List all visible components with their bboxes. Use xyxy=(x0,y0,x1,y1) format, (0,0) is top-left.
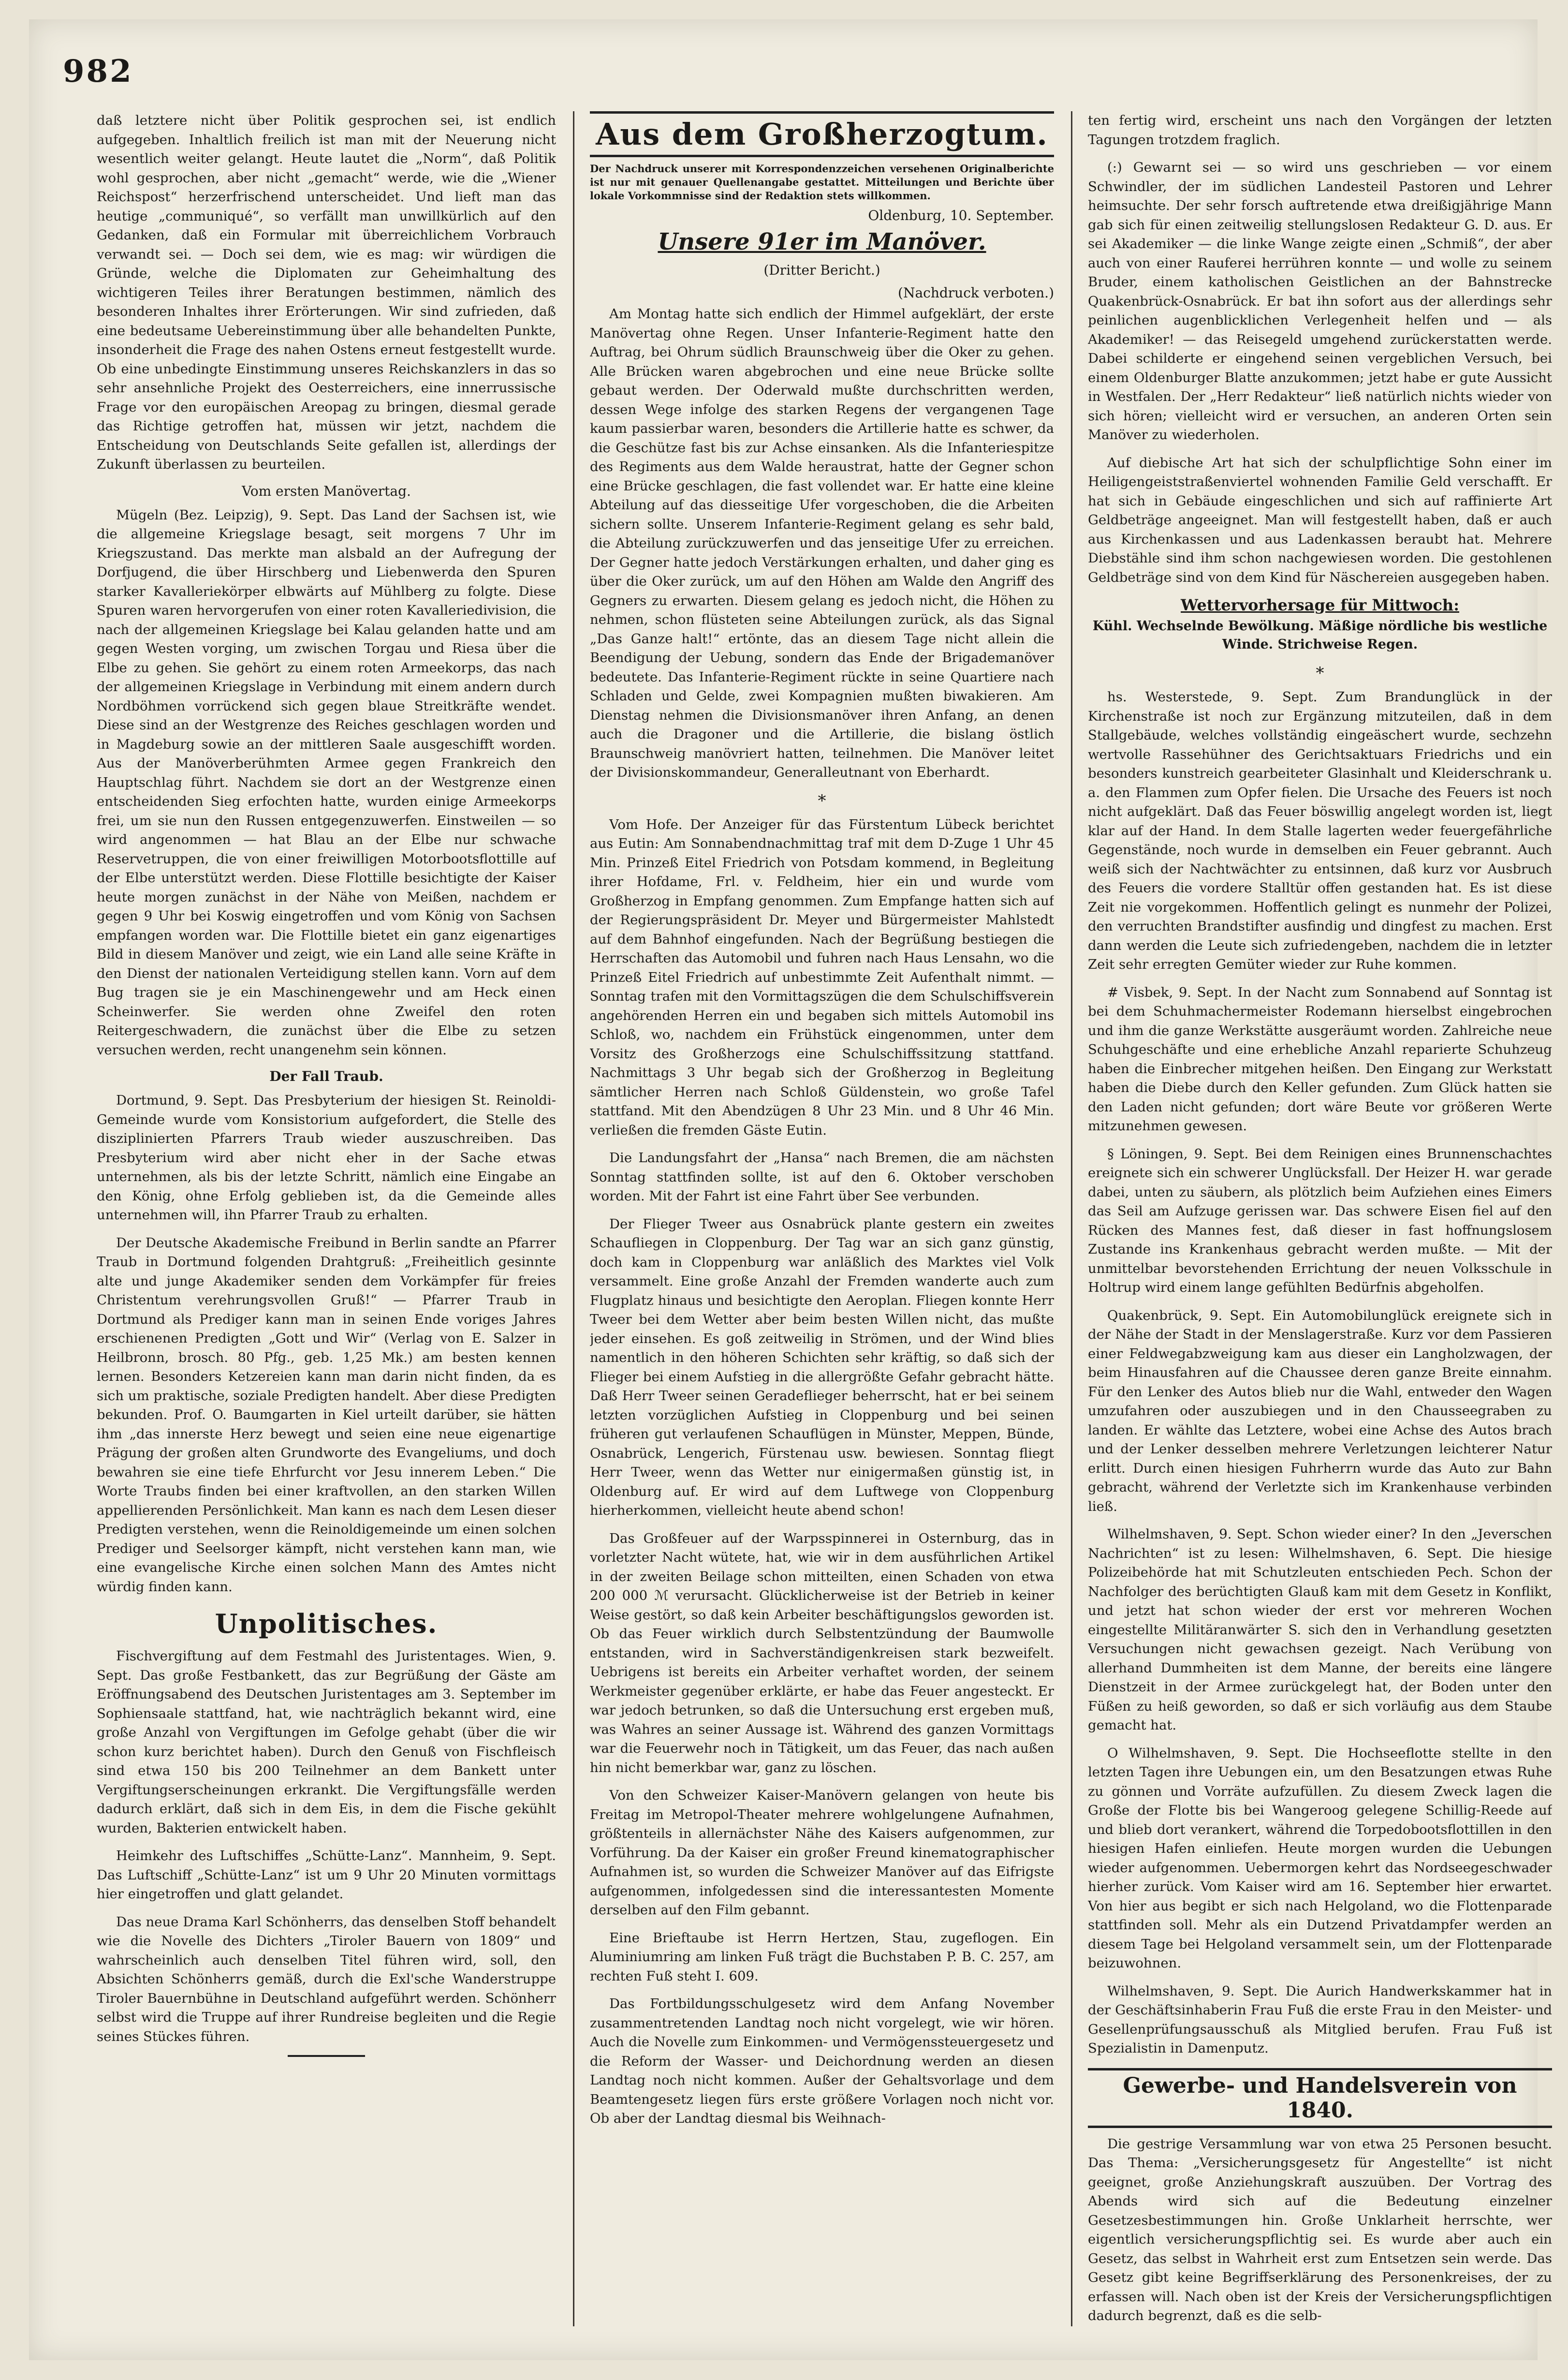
article-headline: Unsere 91er im Manöver. xyxy=(658,228,986,255)
article-text: daß letztere nicht über Politik gesprochen sei, ist endlich aufgegeben. Inhaltlich freilich ist man mit der Neuerung nicht wesentlich weiter gelangt. Heute lautet die „Norm“, daß Politik wohl gesprochen, aber nicht „gemacht“ werde, wie die „Wiener Reichspost“ herzerfrischend unterscheidet. Und lieft man das heutige „communiqué“, so verfällt man unwillkürlich auf den Gedanken, daß ein Formular mit überreichlichem Vorbrauch verwandt sei. — Doch sei dem, wie es mag: wir würdigen die Gründe, welche die Diplomaten zur Geheimhaltung des wichtigeren Teiles ihrer Beratungen bestimmen, nämlich des besonderen Inhaltes ihrer Erörterungen. Wir sind zufrieden, daß eine bedeutsame Uebereinstimmung über alle behandelten Punkte, insonderheit die Frage des nahen Ostens erneut festgestellt wurde. Ob eine unbedingte Einstimmung unseres Reichskanzlers in das so sehr ansehnliche Projekt des Oesterreichers, eine innerrussische Frage vor den europäischen Areopag zu bringen, diesmal gerade das Richtige getroffen hat, müssen wir jetzt, nachdem die Entscheidung von Deutschlands Seite gefallen ist, allerdings der Zukunft überlassen zu beurteilen. xyxy=(97,113,556,472)
article-text: Mügeln (Bez. Leipzig), 9. Sept. Das Land der Sachsen ist, wie die allgemeine Kriegslage besagt, seit morgens 7 Uhr im Kriegszustand. Das merkte man alsbald an der Aufregung der Dorfjugend, die über Hirschberg und Liebenwerda den Spuren starker Kavalleriekörper elbwärts auf Mühlberg zu folgte. Diese Spuren waren hervorgerufen von einer roten Kavalleriedivision, die nach der allgemeinen Kriegslage bei Kalau gelanden hatte und am gegen Westen vorging, um zwischen Torgau und Riesa über die Elbe zu gehen. Sie gehört zu einem roten Armeekorps, das nach der allgemeinen Kriegslage in Verbindung mit einem andern durch Nordböhmen vorrückend sich gegen blaue Streitkräfte wendet. Diese sind an der Westgrenze des Reiches geschlagen worden und in Magdeburg sowie an der mittleren Saale ausgeschifft worden. Aus der Manöverberühmten Armee gegen Frankreich den Hauptschlag führt. Nachdem sie dort an der Westgrenze einen entscheidenden Sieg erfochten hatte, wurden einige Armeekorps frei, um sie nun den Russen entgegenzuwerfen. Einstweilen — so wird angenommen — hat Blau an der Elbe nur schwache Reservetruppen, die von einer freiwilligen Motorbootsflottille auf der Elbe unterstützt werden. Diese Flottille besichtigte der Kaiser heute morgen zunächst in der Nähe von Meißen, nachdem er gegen 9 Uhr bei Koswig eingetroffen und vom König von Sachsen empfangen worden war. Die Flottille bietet ein ganz eigenartiges Bild in diesem Manöver und zeigt, wie ein Land alle seine Kräfte in den Dienst der nationalen Verteidigung stellen kann. Vorn auf dem Bug tragen sie je ein Maschinengewehr und am Heck einen Scheinwerfer. Sie werden ohne Zweifel den roten Reitergeschwadern, die zunächst über die Elbe zu setzen versuchen werden, recht unangenehm sein können. xyxy=(97,507,556,1058)
section-masthead: Aus dem Großherzogtum. xyxy=(590,111,1054,157)
weather-heading: Wettervorhersage für Mittwoch: xyxy=(1181,596,1459,614)
article-text: (:) Gewarnt sei — so wird uns geschrieben — vor einem Schwindler, der im südlichen Landesteil Pastoren und Lehrer heimsuchte. Der sehr forsch auftretende etwa dreißigjährige Mann gab sich für einen zeitweilig stellungslosen Redakteur G. D. aus. Er sei Akademiker — die linke Wange zeigte einen „Schmiß“, der aber auch von einer Rauferei herrühren konnte — und wolle zu seinem Bruder, einem katholischen Geistlichen an der Bahnstrecke Quakenbrück-Osnabrück. Er bat ihn sofort aus der allerdings sehr peinlichen augenblicklichen Verlegenheit helfen und — als Akademiker! — das Reisegeld umgehend zurückerstatten werde. Dabei schilderte er eingehend seinen vergeblichen Versuch, bei einem Oldenburger Blatte anzukommen; jetzt habe er gute Aussicht in Westfalen. Der „Herr Redakteur“ ließ natürlich nichts wieder von sich hören; vielleicht wird er versuchen, an anderen Orten sein Manöver zu wiederholen. xyxy=(1088,160,1552,443)
column-divider xyxy=(1071,111,1072,2326)
article-text: Der Flieger Tweer aus Osnabrück plante gestern ein zweites Schaufliegen in Cloppenburg. Der Tag war an sich ganz günstig, doch kam in Cloppenburg war anläßlich des Marktes viel Volk versammelt. Eine große Anzahl der Fremden wanderte auch zum Flugplatz hinaus und besichtigte den Aeroplan. Fliegen konnte Herr Tweer bei dem Wetter aber beim besten Willen nicht, das mußte jeder einsehen. Es goß zeitweilig in Strömen, und der Wind blies namentlich in den höheren Schichten sehr kräftig, so daß sich der Flieger bei einem Aufstieg in die allergrößte Gefahr gebracht hätte. Daß Herr Tweer seinen Geradeflieger beherrscht, hat er bei seinem letzten vorzüglichen Aufstieg in Cloppenburg und bei seinen früheren gut verlaufenen Schauflügen in Münster, Meppen, Bünde, Osnabrück, Lengerich, Fürstenau usw. bewiesen. Sonntag fliegt Herr Tweer, wenn das Wetter nur einigermaßen günstig ist, in Oldenburg auf. Er wird auf dem Luftwege von Cloppenburg hierherkommen, vielleicht heute abend schon! xyxy=(590,1216,1054,1518)
reprint-notice: (Nachdruck verboten.) xyxy=(898,285,1054,301)
article-text: Der Deutsche Akademische Freibund in Berlin sandte an Pfarrer Traub in Dortmund folgenden Drahtgruß: „Freiheitlich gesinnte alte und junge Akademiker senden dem Vorkämpfer für freies Christentum verehrungsvollen Gruß!“ — Pfarrer Traub in Dortmund als Prediger kann man in seinen Ende voriges Jahres erschienenen Predigten „Gott und Wir“ (Verlag von E. Salzer in Heilbronn, brosch. 80 Pfg., geb. 1,25 Mk.) am besten kennen lernen. Besonders Ketzereien kann man darin nicht finden, da es sich um praktische, soziale Predigten handelt. Aber diese Predigten bekunden. Prof. O. Baumgarten in Kiel urteilt darüber, sie hätten ihm „das innerste Herz bewegt und seien eine neue eigenartige Prägung der großen alten Grundworte des Evangeliums, und doch bewahren sie eine tiefe Ehrfurcht vor Jesu innerem Leben.“ Die Worte Traubs finden bei einer kraftvollen, an den starken Willen appellierenden Persönlichkeit. Man kann es nach dem Lesen dieser Predigten verstehen, wenn die Reinoldigemeinde um einen solchen Prediger und Seelsorger kämpft, nicht verstehen kann man, wie eine evangelische Kirche einen solchen Mann des Amtes nicht würdig finden kann. xyxy=(97,1235,556,1595)
article-text: O Wilhelmshaven, 9. Sept. Die Hochseeflotte stellte in den letzten Tagen ihre Uebungen ein, um den Besatzungen etwas Ruhe zu gönnen und Vorräte aufzufüllen. Zu diesem Zweck lagen die Große der Flotte bis bei Wangeroog gelegene Schillig-Reede auf und blieb dort verankert, während die Torpedobootsflottillen in den hiesigen Hafen einliefen. Heute morgen wurden die Uebungen wieder aufgenommen. Uebermorgen kehrt das Nordseegeschwader hierher zurück. Vom Kaiser wird am 16. September hier erwartet. Von hier aus begibt er sich nach Helgoland, wo die Flottenparade stattfinden soll. Mehr als ein Dutzend Privatdampfer werden an diesem Tage bei Helgoland versammelt sein, um der Flottenparade beizuwohnen. xyxy=(1088,1745,1552,1971)
separator: * xyxy=(1316,664,1324,683)
article-text: # Visbek, 9. Sept. In der Nacht zum Sonnabend auf Sonntag ist bei dem Schuhmachermeister Rodemann hierselbst eingebrochen und ihm die ganze Werkstätte ausgeräumt worden. Zahlreiche neue Schuhgeschäfte und eine erhebliche Anzahl reparierte Schuhzeug haben die Einbrecher mitgehen heißen. Den Eingang zur Werkstatt haben die Diebe durch den Keller gefunden. Zum Glück hatten sie den Laden nicht gefunden; dort wäre Beute vor größeren Werte mitzunehmen gewesen. xyxy=(1088,984,1552,1134)
article-text: Heimkehr des Luftschiffes „Schütte-Lanz“. Mannheim, 9. Sept. Das Luftschiff „Schütte-Lanz“ ist um 9 Uhr 20 Minuten vormittags hier eingetroffen und glatt gelandet. xyxy=(97,1848,556,1902)
dateline: Oldenburg, 10. September. xyxy=(868,207,1054,223)
column-2 xyxy=(590,111,1054,2326)
column-1 xyxy=(97,111,556,2326)
section-heading: Der Fall Traub. xyxy=(269,1068,383,1084)
article-subheading: (Dritter Bericht.) xyxy=(763,262,880,278)
article-text: Die gestrige Versammlung war von etwa 25 Personen besucht. Das Thema: „Versicherungsgesetz für Angestellte“ ist nicht geeignet, große Anziehungskraft auszuüben. Der Vortrag des Abends wird sich auf die Bedeutung einzelner Gesetzesbestimmungen hin. Große Unklarheit herrschte, wer eigentlich versicherungspflichtig sei. Es wurde aber auch ein Gesetz, das selbst in Wahrheit erst zum Entsetzen sein werde. Das Gesetz gibt keine Begriffserklärung des Personenkreises, der zu erfassen will. Nach oben ist der Kreis der Versicherungspflichtigen dadurch begrenzt, daß es die selb- xyxy=(1088,2136,1552,2323)
newspaper-page xyxy=(29,19,1552,2360)
separator: * xyxy=(818,791,826,811)
column-3 xyxy=(1088,111,1552,2326)
page-number: 982 xyxy=(63,53,133,89)
article-text: Von den Schweizer Kaiser-Manövern gelangen von heute bis Freitag im Metropol-Theater mehrere wohlgelungene Aufnahmen, größtenteils in allernächster Nähe des Kaisers aufgenommen, zur Vorführung. Da der Kaiser ein großer Freund kinematographischer Aufnahmen ist, so wurden die Schweizer Manöver auf das Eifrigste aufgenommen, infolgedessen sind die interessantesten Momente derselben auf den Film gebannt. xyxy=(590,1788,1054,1918)
section-heading: Gewerbe- und Handelsverein von 1840. xyxy=(1088,2068,1552,2128)
article-text: Wilhelmshaven, 9. Sept. Die Aurich Handwerkskammer hat in der Geschäftsinhaberin Frau Fuß die erste Frau in den Meister- und Gesellenprüfungsausschuß als Mitglied berufen. Frau Fuß ist Spezialistin in Damenputz. xyxy=(1088,1983,1552,2056)
article-text: Das Großfeuer auf der Warpsspinnerei in Osternburg, das in vorletzter Nacht wütete, hat, wie wir in dem ausführlichen Artikel in der zweiten Beilage schon mitteilten, einen Schaden von etwa 200 000 ℳ verursacht. Glücklicherweise ist der Betrieb in keiner Weise gestört, so daß kein Arbeiter beschäftigungslos geworden ist. Ob das Feuer wirklich durch Selbstentzündung der Baumwolle entstanden, wird in Sachverständigenkreisen stark bezweifelt. Uebrigens ist bereits ein Arbeiter verhaftet worden, der seinem Werkmeister gegenüber erklärte, er habe das Feuer angesteckt. Er war jedoch betrunken, so daß die Untersuchung erst ergeben muß, was Wahres an seiner Aussage ist. Während des ganzen Vormittags war die Feuerwehr noch in Tätigkeit, um das Feuer, das nach außen hin nicht bemerkbar war, ganz zu löschen. xyxy=(590,1530,1054,1775)
article-text: Quakenbrück, 9. Sept. Ein Automobilunglück ereignete sich in der Nähe der Stadt in der Menslagerstraße. Kurz vor dem Passieren einer Feldwegabzweigung kam aus dieser ein Langholzwagen, der beim Hinausfahren auf die Chaussee deren ganze Breite einnahm. Für den Lenker des Autos blieb nur die Wahl, entweder den Wagen umzufahren oder auszubiegen und in den Chausseegraben zu landen. Er wählte das Letztere, wobei eine Achse des Autos brach und der Lenker desselben mehrere Verletzungen leichterer Natur erlitt. Durch einen hiesigen Fuhrherrn wurde das Auto zur Bahn gebracht, während der Verletzte sich im Krankenhause verbinden ließ. xyxy=(1088,1307,1552,1514)
article-text: Vom Hofe. Der Anzeiger für das Fürstentum Lübeck berichtet aus Eutin: Am Sonnabendnachmittag traf mit dem D-Zuge 1 Uhr 45 Min. Prinzeß Eitel Friedrich von Potsdam kommend, in Begleitung ihrer Hofdame, Frl. v. Feldheim, hier ein und wurde vom Großherzog in Empfang genommen. Zum Empfange hatten sich auf der Regierungspräsident Dr. Meyer und Bürgermeister Mahlstedt auf dem Bahnhof eingefunden. Nach der Begrüßung bestiegen die Herrschaften das Automobil und fuhren nach Haus Lensahn, wo die Prinzeß Eitel Friedrich auf unbestimmte Zeit Aufenthalt nimmt. — Sonntag trafen mit den Vormittagszügen die dem Schulschiffsverein angehörenden Herren ein und begaben sich mittels Automobil ins Schloß, wo, nachdem ein Frühstück eingenommen, unter dem Vorsitz des Großherzogs eine Schulschiffssitzung stattfand. Nachmittags 3 Uhr begab sich der Großherzog in Begleitung sämtlicher Herren nach Schloß Güldenstein, wo große Tafel stattfand. Mit den Abendzügen 8 Uhr 23 Min. und 8 Uhr 46 Min. verließen die fremden Gäste Eutin. xyxy=(590,816,1054,1138)
article-text: Dortmund, 9. Sept. Das Presbyterium der hiesigen St. Reinoldi-Gemeinde wurde vom Konsistorium aufgefordert, die Stelle des disziplinierten Pfarrers Traub wieder auszuschreiben. Das Presbyterium wird aber nicht eher in der Sache etwas unternehmen, als bis der letzte Schritt, nämlich eine Eingabe an den König, ohne Erfolg geblieben ist, da die Gemeinde alles unternehmen will, ihn Pfarrer Traub zu erhalten. xyxy=(97,1093,556,1223)
weather-forecast: Kühl. Wechselnde Bewölkung. Mäßige nördliche bis westliche Winde. Strichweise Regen. xyxy=(1092,619,1548,652)
article-text: § Löningen, 9. Sept. Bei dem Reinigen eines Brunnenschachtes ereignete sich ein schwerer Unglücksfall. Der Heizer H. war gerade dabei, unten zu säubern, als plötzlich beim Aufziehen eines Eimers das Seil am Aufzuge gerissen war. Das schwere Eisen fiel auf den Rücken des Mannes fest, daß dieser in fast hoffnungslosem Zustande ins Krankenhaus gebracht werden mußte. — Mit der unmittelbar bevorstehenden Errichtung der neuen Volksschule in Holtrup wird einem lange gefühlten Bedürfnis abgeholfen. xyxy=(1088,1146,1552,1295)
editorial-note: Der Nachdruck unserer mit Korrespondenzzeichen versehenen Originalberichte ist nur mit genauer Quellenangabe gestattet. Mitteilungen und Berichte über lokale Vorkommnisse sind der Redaktion stets willkommen. xyxy=(590,163,1054,202)
article-text: Fischvergiftung auf dem Festmahl des Juristentages. Wien, 9. Sept. Das große Festbankett, das zur Begrüßung der Gäste am Eröffnungsabend des Deutschen Juristentages am 3. September im Sophiensaale stattfand, hat, wie nachträglich bekannt wird, eine große Anzahl von Vergiftungen im Gefolge gehabt (über die wir schon kurz berichtet haben). Durch den Genuß von Fischfleisch sind etwa 150 bis 200 Teilnehmer an dem Bankett unter Vergiftungserscheinungen erkrankt. Die Vergiftungsfälle werden dadurch erklärt, daß sich in dem Eis, in dem die Fische gekühlt wurden, Bakterien entwickelt haben. xyxy=(97,1648,556,1836)
article-text: Das Fortbildungsschulgesetz wird dem Anfang November zusammentretenden Landtag noch nicht vorgelegt, wie wir hören. Auch die Novelle zum Einkommen- und Vermögenssteuergesetz und die Reform der Wasser- und Deichordnung werden an diesen Landtag noch nicht kommen. Außer der Gehaltsvorlage und dem Beamtengesetz liegen fürs erste größere Vorlagen noch nicht vor. Ob aber der Landtag diesmal bis Weihnach- xyxy=(590,1996,1054,2126)
article-text: Die Landungsfahrt der „Hansa“ nach Bremen, die am nächsten Sonntag stattfinden sollte, ist auf den 6. Oktober verschoben worden. Mit der Fahrt ist eine Fahrt über See verbunden. xyxy=(590,1150,1054,1204)
section-heading: Unpolitisches. xyxy=(215,1608,438,1639)
end-rule xyxy=(288,2055,365,2057)
section-heading: Vom ersten Manövertag. xyxy=(242,483,411,499)
article-text: hs. Westerstede, 9. Sept. Zum Brandunglück in der Kirchenstraße ist noch zur Ergänzung mitzuteilen, daß in dem Stallgebäude, welches vollständig eingeäschert wurde, sechzehn wertvolle Rassehühner des Gerichtsaktuars Friedrichs und ein besonders kunstreich gearbeiteter Glasinhalt und Kleiderschrank u. a. den Flammen zum Opfer fielen. Die Ursache des Feuers ist noch nicht aufgeklärt. Daß das Feuer böswillig angelegt worden ist, liegt klar auf der Hand. In dem Stalle lagerten weder feuergefährliche Gegenstände, noch wurde in demselben ein Feuer gebrannt. Auch weiß sich der Nachtwächter zu entsinnen, daß kurz vor Ausbruch des Feuers die vordere Stalltür offen gestanden hat. Es ist diese Zeit nie vorgekommen. Hoffentlich gelingt es nunmehr der Polizei, den verruchten Brandstifter ausfindig und dingfest zu machen. Erst dann werden die Leute sich zufriedengeben, nachdem die in letzter Zeit sehr erregten Gemüter wieder zur Ruhe kommen. xyxy=(1088,689,1552,972)
article-text: Am Montag hatte sich endlich der Himmel aufgeklärt, der erste Manövertag ohne Regen. Unser Infanterie-Regiment hatte den Auftrag, bei Ohrum südlich Braunschweig über die Oker zu gehen. Alle Brücken waren abgebrochen und eine neue Brücke sollte gebaut werden. Der Oderwald mußte durchschritten werden, dessen Wege infolge des starken Regens der vergangenen Tage kaum passierbar waren, besonders die Artillerie hatte es schwer, da die Geschütze fast bis zur Achse einsanken. Als die Infanteriespitze des Regiments aus dem Walde heraustrat, hatte der Gegner schon eine Brücke geschlagen, die fast vollendet war. Er hatte eine kleine Abteilung auf das diesseitige Ufer vorgeschoben, die die Arbeiten sichern sollte. Unserem Infanterie-Regiment gelang es sehr bald, die Abteilung zurückzuwerfen und das jenseitige Ufer zu erreichen. Der Gegner hatte jedoch Verstärkungen erhalten, und daher ging es über die Oker zurück, um auf den Höhen am Walde den Angriff des Gegners zu erwarten. Diesem gelang es jedoch nicht, die Höhen zu nehmen, schon flüsteten seine Abteilungen zurück, als das Signal „Das Ganze halt!“ ertönte, das an diesem Tage nicht allein die Beendigung der Uebung, sondern das Ende der Brigademanöver bedeutete. Das Infanterie-Regiment rückte in seine Quartiere nach Schladen und Gelde, zwei Kompagnien mußten biwakieren. Am Dienstag nehmen die Divisionsmanöver ihren Anfang, an denen auch die Dragoner und die Artillerie, die bislang östlich Braunschweig manövriert hatten, teilnehmen. Die Manöver leitet der Divisionskommandeur, Generalleutnant von Eberhardt. xyxy=(590,306,1054,780)
article-text: Auf diebische Art hat sich der schulpflichtige Sohn einer im Heiligengeiststraßenviertel wohnenden Familie Geld verschafft. Er hat sich in Gebäude eingeschlichen und sich auf raffinierte Art Geldbeträge angeeignet. Man will festgestellt haben, daß er auch aus Kirchenkassen und aus Ladenkassen beraubt hat. Mehrere Diebstähle sind ihm schon nachgewiesen worden. Die gestohlenen Geldbeträge sind von dem Kind für Näschereien ausgegeben haben. xyxy=(1088,455,1552,585)
article-text: ten fertig wird, erscheint uns nach den Vorgängen der letzten Tagungen trotzdem fraglich. xyxy=(1088,113,1552,148)
article-text: Das neue Drama Karl Schönherrs, das denselben Stoff behandelt wie die Novelle des Dichters „Tiroler Bauern von 1809“ und wahrscheinlich auch denselben Titel führen wird, soll, den Absichten Schönherrs gemäß, durch die Exl'sche Wanderstruppe Tiroler Bauernbühne in Deutschland aufgeführt werden. Schönherr selbst wird die Truppe auf ihrer Rundreise begleiten und die Regie seines Stückes führen. xyxy=(97,1914,556,2044)
article-text: Wilhelmshaven, 9. Sept. Schon wieder einer? In den „Jeverschen Nachrichten“ ist zu lesen: Wilhelmshaven, 6. Sept. Die hiesige Polizeibehörde hat mit Schutzleuten entschieden Pech. Schon der Nachfolger des berüchtigten Glauß kam mit dem Gesetz in Konflikt, und jetzt hat schon wieder der erst vor mehreren Wochen eingestellte Militäranwärter S. sich den in Verhandlung gesetzten Versuchungen nicht gewachsen gezeigt. Nach Verübung von allerhand Dummheiten ist dem Manne, der bereits eine längere Dienstzeit in der Armee zurückgelegt hat, der Boden unter den Füßen zu heiß geworden, so daß er sich vorläufig aus dem Staube gemacht hat. xyxy=(1088,1526,1552,1733)
column-divider xyxy=(573,111,574,2326)
article-text: Eine Brieftaube ist Herrn Hertzen, Stau, zugeflogen. Ein Aluminiumring am linken Fuß trägt die Buchstaben P. B. C. 257, am rechten Fuß steht I. 609. xyxy=(590,1930,1054,1984)
